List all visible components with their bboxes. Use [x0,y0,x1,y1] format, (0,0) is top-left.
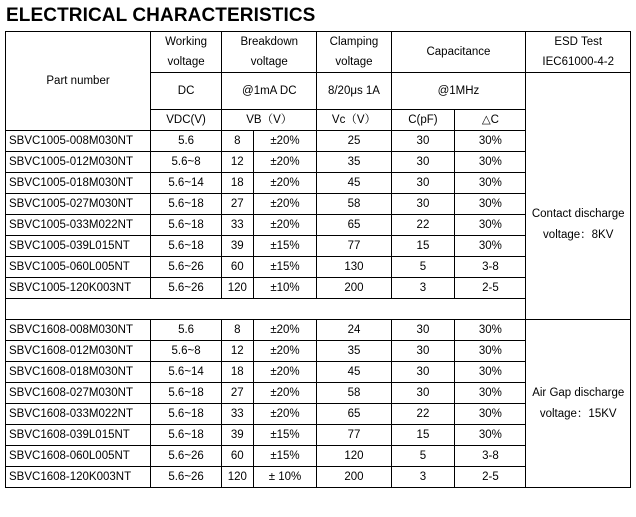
header-capacitance: Capacitance [391,32,526,73]
cell-vdc: 5.6 [151,320,222,341]
cell-part: SBVC1608-012M030NT [6,341,151,362]
cell-cap: 30 [391,362,455,383]
cell-vb: 120 [222,467,253,488]
cell-cap: 30 [391,320,455,341]
cell-part: SBVC1608-027M030NT [6,383,151,404]
cell-dc: 30% [455,341,526,362]
cell-cap: 30 [391,131,455,152]
cell-part: SBVC1005-120K003NT [6,278,151,299]
condition-dc: DC [151,73,222,110]
table-row [6,131,631,152]
cell-vc: 77 [317,425,391,446]
cell-vb-tol: ±15% [253,446,317,467]
cell-part: SBVC1005-027M030NT [6,194,151,215]
cell-vc: 45 [317,173,391,194]
cell-vb-tol: ±20% [253,383,317,404]
cell-dc: 30% [455,236,526,257]
cell-dc: 30% [455,215,526,236]
cell-cap: 5 [391,446,455,467]
cell-vc: 58 [317,383,391,404]
cell-vc: 45 [317,362,391,383]
header-part-number: Part number [6,32,151,131]
cell-dc: 30% [455,425,526,446]
cell-vb-tol: ±20% [253,173,317,194]
cell-vb-tol: ±20% [253,320,317,341]
esd-test-value: Air Gap discharge voltage：15KV [526,320,631,488]
cell-part: SBVC1005-018M030NT [6,173,151,194]
cell-dc: 30% [455,152,526,173]
cell-dc: 30% [455,131,526,152]
header-working-voltage: Working voltage [151,32,222,73]
cell-cap: 22 [391,404,455,425]
table-row [6,320,631,341]
cell-part: SBVC1005-033M022NT [6,215,151,236]
cell-vb: 60 [222,446,253,467]
cell-part: SBVC1608-039L015NT [6,425,151,446]
group-separator [6,299,526,320]
cell-vdc: 5.6~26 [151,257,222,278]
cell-cap: 15 [391,425,455,446]
cell-vb-tol: ± 10% [253,467,317,488]
cell-vdc: 5.6~18 [151,236,222,257]
cell-dc: 2-5 [455,467,526,488]
cell-vc: 35 [317,152,391,173]
cell-vb: 12 [222,152,253,173]
cell-vb: 39 [222,236,253,257]
cell-vc: 200 [317,467,391,488]
cell-cap: 22 [391,215,455,236]
cell-vdc: 5.6~8 [151,152,222,173]
cell-part: SBVC1005-039L015NT [6,236,151,257]
cell-vb: 27 [222,383,253,404]
cell-vb-tol: ±15% [253,425,317,446]
cell-part: SBVC1608-008M030NT [6,320,151,341]
unit-delta-c: △C [455,110,526,131]
header-breakdown-voltage: Breakdown voltage [222,32,317,73]
cell-vc: 35 [317,341,391,362]
electrical-characteristics-table [5,31,631,488]
cell-cap: 30 [391,194,455,215]
cell-dc: 30% [455,194,526,215]
cell-part: SBVC1005-008M030NT [6,131,151,152]
cell-dc: 3-8 [455,257,526,278]
cell-vb: 8 [222,131,253,152]
page-title: ELECTRICAL CHARACTERISTICS [6,5,316,26]
unit-vdc: VDC(V) [151,110,222,131]
cell-dc: 30% [455,173,526,194]
header-esd-test: ESD Test IEC61000-4-2 [526,32,631,73]
cell-vb-tol: ±20% [253,404,317,425]
cell-vb: 18 [222,362,253,383]
cell-cap: 15 [391,236,455,257]
header-clamping-voltage: Clamping voltage [317,32,391,73]
cell-vb: 27 [222,194,253,215]
condition-clamping: 8/20μs 1A [317,73,391,110]
esd-spacer [526,110,631,131]
unit-vc: Vc（V） [317,110,391,131]
cell-vdc: 5.6~26 [151,446,222,467]
cell-vb: 18 [222,173,253,194]
cell-vb-tol: ±20% [253,341,317,362]
cell-vb: 60 [222,257,253,278]
cell-vb-tol: ±20% [253,194,317,215]
condition-capacitance: @1MHz [391,73,526,110]
cell-dc: 30% [455,383,526,404]
cell-vdc: 5.6~18 [151,404,222,425]
cell-vc: 24 [317,320,391,341]
cell-vc: 65 [317,215,391,236]
cell-vb-tol: ±20% [253,131,317,152]
cell-vc: 25 [317,131,391,152]
cell-vdc: 5.6~14 [151,173,222,194]
cell-vb: 8 [222,320,253,341]
cell-vdc: 5.6~26 [151,278,222,299]
cell-vb: 120 [222,278,253,299]
cell-dc: 30% [455,404,526,425]
esd-spacer [526,73,631,110]
cell-vb: 12 [222,341,253,362]
cell-vdc: 5.6~18 [151,425,222,446]
cell-vc: 65 [317,404,391,425]
cell-vc: 77 [317,236,391,257]
cell-vc: 200 [317,278,391,299]
condition-breakdown: @1mA DC [222,73,317,110]
cell-part: SBVC1005-012M030NT [6,152,151,173]
cell-part: SBVC1608-120K003NT [6,467,151,488]
unit-cpf: C(pF) [391,110,455,131]
cell-vb-tol: ±20% [253,152,317,173]
cell-cap: 30 [391,383,455,404]
cell-vdc: 5.6~18 [151,215,222,236]
cell-part: SBVC1608-060L005NT [6,446,151,467]
cell-vdc: 5.6~8 [151,341,222,362]
cell-vb-tol: ±15% [253,257,317,278]
cell-vc: 120 [317,446,391,467]
cell-vc: 130 [317,257,391,278]
cell-vb: 33 [222,215,253,236]
cell-vdc: 5.6~14 [151,362,222,383]
cell-cap: 3 [391,467,455,488]
cell-vb-tol: ±10% [253,278,317,299]
cell-vdc: 5.6~26 [151,467,222,488]
cell-part: SBVC1608-033M022NT [6,404,151,425]
cell-part: SBVC1608-018M030NT [6,362,151,383]
cell-dc: 30% [455,320,526,341]
cell-cap: 30 [391,173,455,194]
cell-vb-tol: ±20% [253,215,317,236]
cell-vc: 58 [317,194,391,215]
cell-part: SBVC1005-060L005NT [6,257,151,278]
cell-vb: 39 [222,425,253,446]
cell-vb-tol: ±20% [253,362,317,383]
cell-cap: 30 [391,152,455,173]
unit-vb: VB（V） [222,110,317,131]
cell-vb-tol: ±15% [253,236,317,257]
cell-vdc: 5.6 [151,131,222,152]
cell-cap: 5 [391,257,455,278]
cell-dc: 30% [455,362,526,383]
cell-vdc: 5.6~18 [151,194,222,215]
cell-vdc: 5.6~18 [151,383,222,404]
cell-cap: 30 [391,341,455,362]
cell-dc: 2-5 [455,278,526,299]
esd-test-value: Contact discharge voltage：8KV [526,131,631,320]
cell-dc: 3-8 [455,446,526,467]
cell-cap: 3 [391,278,455,299]
cell-vb: 33 [222,404,253,425]
